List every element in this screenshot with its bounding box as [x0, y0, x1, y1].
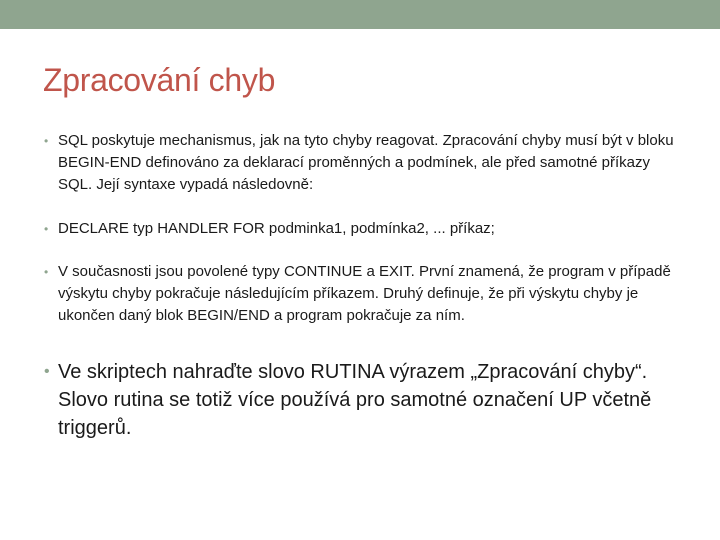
bullet-item-3 — [44, 261, 684, 327]
bullet-marker-icon: • — [44, 265, 49, 279]
bullet-marker-icon: • — [44, 363, 50, 380]
bullet-text-1: SQL poskytuje mechanismus, jak na tyto chyby reagovat. Zpracování chyby musí být v bloku BEGIN-END definováno za deklarací proměnných a podmínek, ale před samotné příkazy SQL. Její syntaxe vypadá následovně: — [58, 132, 674, 193]
bullet-item-2 — [44, 218, 684, 240]
bullet-list — [44, 130, 684, 442]
bullet-marker-icon: • — [44, 222, 49, 236]
bullet-text-4: Ve skriptech nahraďte slovo RUTINA výrazem „Zpracování chyby“. Slovo rutina se totiž více používá pro samotné označení UP včetně triggerů. — [58, 361, 652, 439]
bullet-text-3: V současnosti jsou povolené typy CONTINUE a EXIT. První znamená, že program v případě výskytu chyby pokračuje následujícím příkazem. Druhý definuje, že při výskytu chyby je ukončen daný blok BEGIN/END a program pokračuje za ním. — [58, 263, 671, 324]
top-decorative-band — [0, 0, 720, 29]
bullet-text-2: DECLARE typ HANDLER FOR podminka1, podmínka2, ... příkaz; — [58, 220, 495, 237]
bullet-item-1 — [44, 130, 684, 196]
slide-title: Zpracování chyb — [43, 62, 276, 98]
bullet-marker-icon: • — [44, 134, 49, 148]
bullet-item-4 — [44, 358, 684, 442]
